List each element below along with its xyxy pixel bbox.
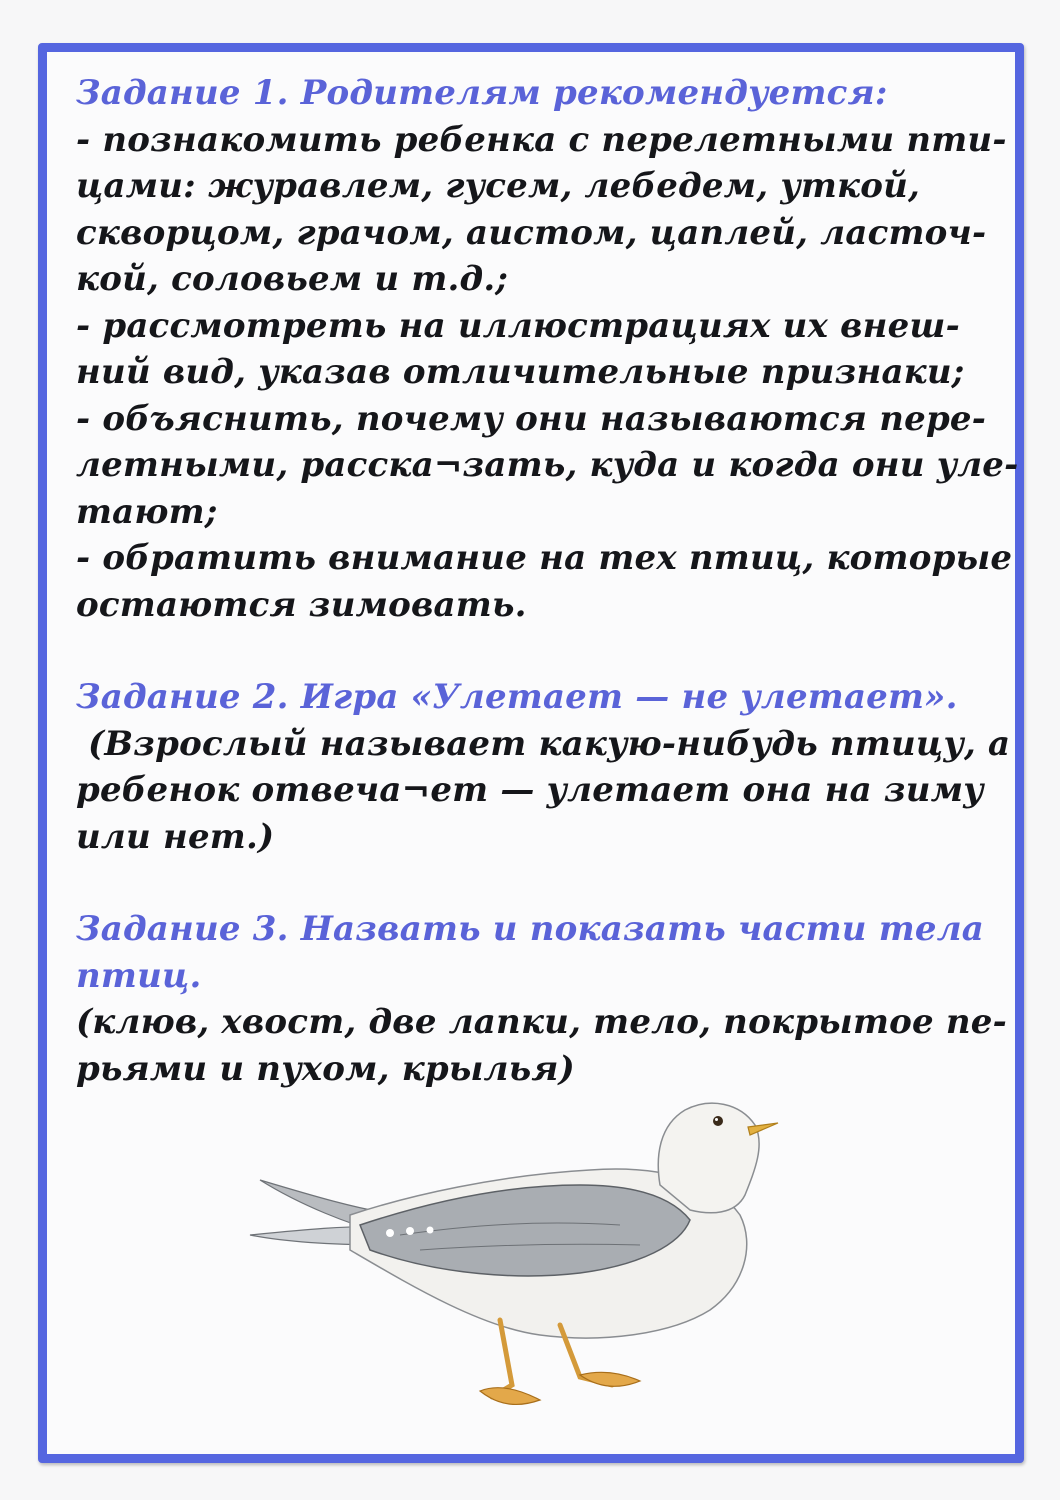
section-spacer <box>76 628 1006 674</box>
task1-line: скворцом, грачом, аистом, цаплей, ласточ- <box>76 212 987 253</box>
task1-line: - рассмотреть на иллюстрациях их внеш- <box>76 305 960 346</box>
task2-line: (Взрослый называет какую-нибудь птицу, а <box>76 723 1011 764</box>
task1-line: - познакомить ребенка с перелетными пти- <box>76 119 1007 160</box>
task2-line: или нет.) <box>76 816 275 857</box>
section-spacer <box>76 860 1006 906</box>
task-content <box>76 70 1019 1092</box>
task1-line: - обратить внимание на тех птиц, которые <box>76 538 1013 578</box>
task1-line: ний вид, указав отличительные признаки; <box>76 352 965 392</box>
task3-line: рьями и пухом, крылья) <box>76 1048 575 1089</box>
task3-heading: Задание 3. Назвать и показать части тела <box>76 909 985 949</box>
task2-line: ребенок отвеча¬ет — улетает она на зиму <box>76 770 984 810</box>
task1-heading: Задание 1. Родителям рекомендуется: <box>76 73 888 113</box>
seagull-icon <box>240 1085 800 1425</box>
task3-heading: птиц. <box>76 955 202 996</box>
task1-line: тают; <box>76 491 218 532</box>
task1-line: кой, соловьем и т.д.; <box>76 259 509 299</box>
task1-line: - объяснить, почему они называются пере- <box>76 398 987 439</box>
task2-heading: Задание 2. Игра «Улетает — не улетает». <box>76 677 958 717</box>
task1-line: летными, расска¬зать, куда и когда они уле- <box>76 445 1019 485</box>
task1-line: цами: журавлем, гусем, лебедем, уткой, <box>76 166 921 206</box>
task1-line: остаются зимовать. <box>76 584 527 625</box>
task3-line: (клюв, хвост, две лапки, тело, покрытое пе- <box>76 1002 1007 1042</box>
